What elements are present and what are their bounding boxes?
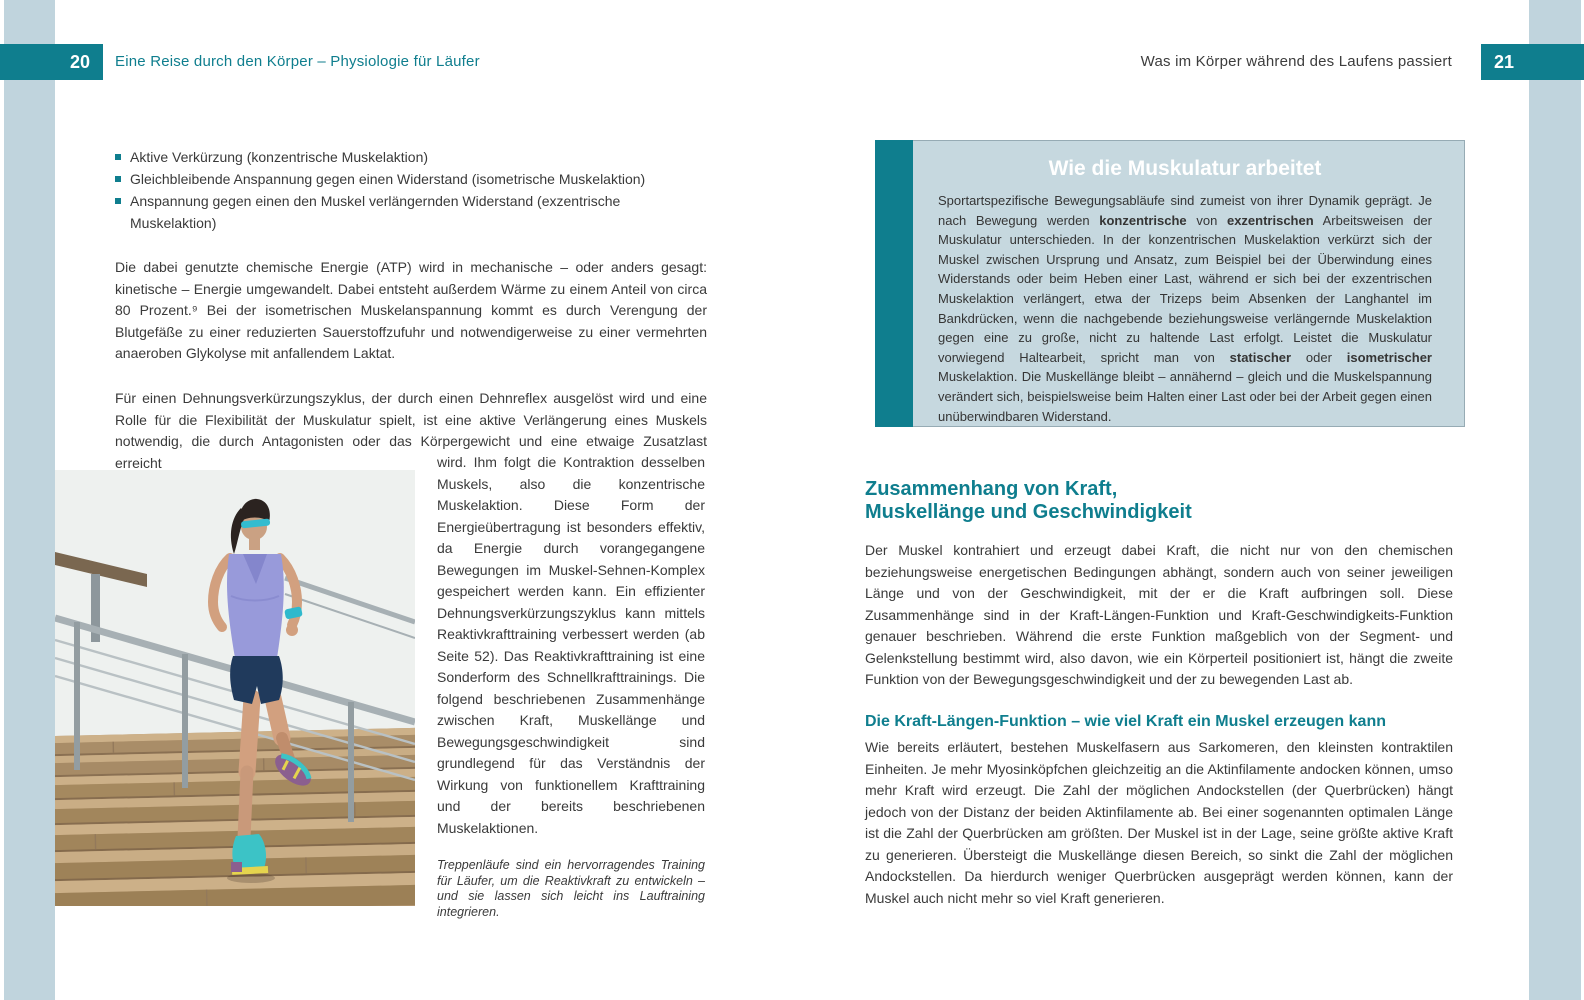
page-number-left: 20: [69, 51, 90, 72]
runner-photo-illustration: [55, 470, 415, 906]
body-paragraph-cycle-continued: wird. Ihm folgt die Kontraktion desselben Muskels, also die konzentrische Muskelaktion. Diese Form der Energieübertragung ist besonders effektiv, da Energie durch vorangegangene Bewegungen im Muskel-Sehnen-Komplex gespeichert werden kann. Ein effizienter Dehnungsverkürzungszyklus kann mittels Reaktivkrafttraining verbessert werden (ab Seite 52). Das Reaktivkrafttraining ist eine Sonderform des Schnellkrafttrainings. Die folgend beschriebenen Zusammenhänge zwischen Kraft, Muskellänge und Bewegungsgeschwindigkeit sind grundlegend für das Verständnis der Wirkung von funktionellem Krafttraining und der bereits beschriebenen Muskelaktionen.: [437, 454, 705, 836]
section-heading-kraft: Zusammenhang von Kraft, Muskellänge und Geschwindigkeit: [865, 478, 1192, 523]
section-body-kraft: Der Muskel kontrahiert und erzeugt dabei Kraft, die nicht nur von den chemischen beziehungsweise energetischen Bedingungen abhängt, sondern auch von seiner jeweiligen Länge und von der Geschwindigkeit, mit der er die Kraft aufbringen soll. Diese Zusammenhänge sind in der Kraft-Längen-Funktion und Kraft-Geschwindigkeits-Funktion genauer beschrieben. Während die erste Funktion maßgeblich von der Segment- und Gelenkstellung bestimmt wird, also davon, wie ein Körperteil positioniert ist, hängt die zweite Funktion von der Bewegungsgeschwindigkeit und der zu bewegenden Last ab.: [865, 542, 1453, 687]
bullet-text: Gleichbleibende Anspannung gegen einen Widerstand (isometrische Muskelaktion): [130, 171, 646, 187]
body-paragraph-energy: Die dabei genutzte chemische Energie (ATP) wird in mechanische – oder anders gesagt: kinetische – Energie umgewandelt. Dabei entsteht außerdem Wärme zu einem Anteil von circa 80 Prozent.⁹ Bei der isometrischen Muskelanspannung kommt es durch Verengung der Blutgefäße zu einer reduzierten Sauerstoffzufuhr und notwendigerweise zu einer vermehrten anaeroben Glykolyse mit anfallendem Laktat.: [115, 259, 707, 361]
page-number-badge-right: [1481, 44, 1584, 80]
page-number-badge-left: [0, 44, 103, 80]
section-body-kraft-laengen: Wie bereits erläutert, bestehen Muskelfasern aus Sarkomeren, den kleinsten kontraktilen Einheiten. Je mehr Myosinköpfchen gleichzeitig an die Aktinfilamente andocken können, umso mehr Kraft wird erzeugt. Die Zahl der möglichen Andockstellen (der Querbrücken) hängt jedoch von der Distanz der beiden Aktinfilamente ab. Bei einer sogenannten optimalen Länge ist die Zahl der Querbrücken am größten. Der Muskel ist in der Lage, seine größte aktive Kraft zu generieren. Übersteigt die Muskellänge diesen Bereich, so sinkt die Zahl der möglichen Andockstellen. Da hierdurch weniger Querbrücken ausgeprägt werden können, kann der Muskel auch nicht mehr so viel Kraft generieren.: [865, 739, 1453, 906]
chapter-header-right: Was im Körper während des Laufens passiert: [1140, 53, 1452, 70]
bullet-list: [115, 146, 707, 234]
bullet-item: [115, 168, 707, 190]
body-paragraph-cycle-intro: Für einen Dehnungsverkürzungszyklus, der durch einen Dehnreflex ausgelöst wird und eine Rolle für die Flexibilität der Muskulatur spielt, ist eine aktive Verlängerung eines Muskels notwendig, die durch Antagonisten oder das Körpergewicht und eine etwaige Zusatzlast erreicht: [115, 390, 707, 471]
bullet-square-icon: [115, 198, 121, 204]
bullet-text: Aktive Verkürzung (konzentrische Muskelaktion): [130, 149, 429, 165]
info-box: [875, 140, 1465, 427]
bullet-item: [115, 146, 707, 168]
runner-on-stairs-photo: [55, 470, 415, 906]
bullet-square-icon: [115, 154, 121, 160]
subsection-heading-kraft-laengen: Die Kraft-Längen-Funktion – wie viel Kraft ein Muskel erzeugen kann: [865, 713, 1386, 730]
info-box-inner: [938, 157, 1432, 426]
info-box-body: Sportartspezifische Bewegungsabläufe sind zumeist von ihrer Dynamik geprägt. Je nach Bewegung werden konzentrische von exzentrischen Arbeitsweisen der Muskulatur unterschieden. In der konzentrischen Muskelaktion verkürzt sich der Muskel zwischen Ursprung und Ansatz, zum Beispiel bei der Überwindung eines Widerstands oder beim Heben einer Last, während er sich bei der exzentrischen Muskelaktion verlängert, etwa der Trizeps beim Absenken der Langhantel im Bankdrücken, wenn die nachgebende beziehungsweise verlängernde Muskelaktion gegen eine zu große, nicht zu haltende Last erfolgt. Leistet die Muskulatur vorwiegend Haltearbeit, spricht man von statischer oder isometrischer Muskelaktion. Die Muskellänge bleibt – annähernd – gleich und die Muskelspannung verändert sich, beispielsweise beim Halten einer Last oder bei der Arbeit gegen einen unüberwindbaren Widerstand.: [938, 193, 1432, 424]
chapter-header-left: Eine Reise durch den Körper – Physiologie für Läufer: [115, 53, 480, 70]
bullet-square-icon: [115, 176, 121, 182]
info-box-accent-bar: [875, 140, 913, 427]
page-number-right: 21: [1494, 51, 1515, 72]
right-margin-band: [1529, 0, 1581, 1000]
bullet-text: Anspannung gegen einen den Muskel verlängernden Widerstand (exzentrische Muskelaktion): [130, 193, 621, 231]
info-box-title: Wie die Muskulatur arbeitet: [1048, 157, 1322, 180]
bullet-item: [115, 190, 707, 234]
photo-caption: Treppenläufe sind ein hervorragendes Training für Läufer, um die Reaktivkraft zu entwickeln – und sie lassen sich leicht ins Lauftraining integrieren.: [437, 858, 705, 919]
left-margin-band: [4, 0, 55, 1000]
